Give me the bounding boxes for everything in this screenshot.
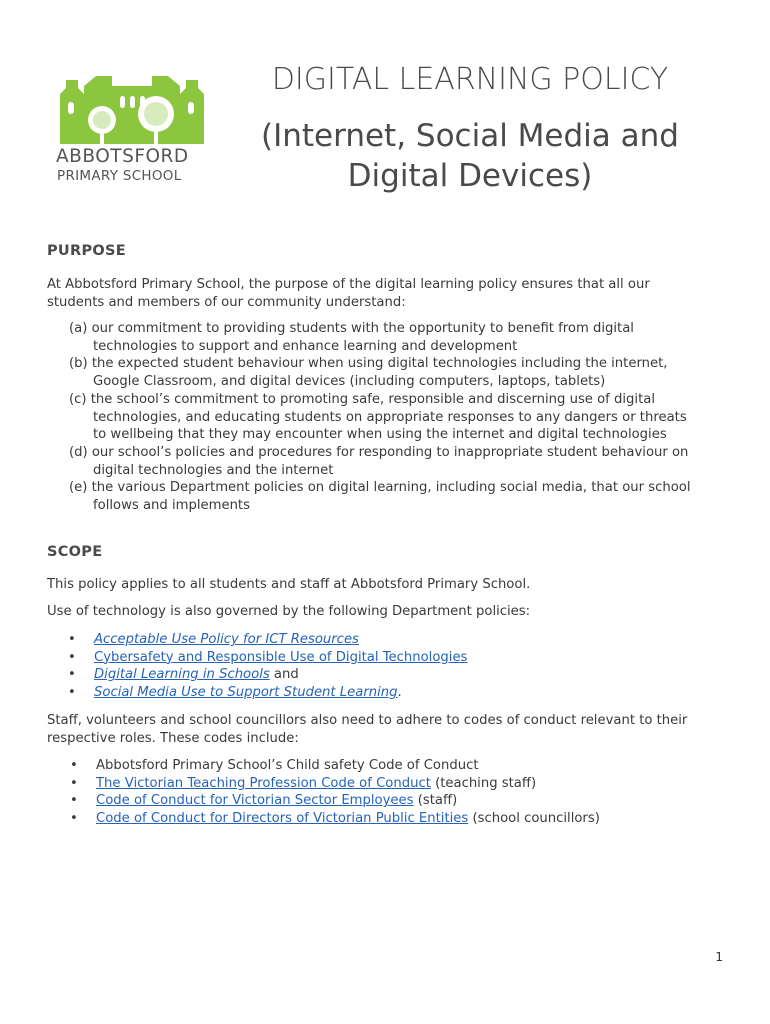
list-item-text: technologies to support and enhance learning and development [93, 338, 518, 354]
purpose-heading: PURPOSE [47, 243, 126, 259]
school-logo [56, 74, 208, 186]
list-item [69, 355, 729, 390]
list-item-text: (d) our school’s policies and procedures for responding to inappropriate student behaviour on [69, 444, 689, 460]
list-item-text: digital technologies and the internet [93, 462, 334, 478]
list-item-text: (e) the various Department policies on digital learning, including social media, that our school [69, 480, 691, 496]
scope-heading: SCOPE [47, 544, 103, 560]
list-item-suffix: and [269, 667, 299, 683]
list-item-text: Google Classroom, and digital devices (including computers, laptops, tablets) [93, 374, 606, 390]
document-subtitle [236, 116, 704, 196]
list-item [69, 320, 729, 355]
list-item [69, 444, 729, 479]
purpose-intro-line-1: At Abbotsford Primary School, the purpose of the digital learning policy ensures that all our [47, 277, 650, 292]
bullet-icon: • [70, 793, 78, 809]
list-item [70, 757, 730, 775]
list-item [68, 666, 728, 684]
logo-school-type: PRIMARY SCHOOL [57, 168, 182, 184]
purpose-list [69, 320, 729, 515]
list-item [70, 792, 730, 810]
list-item-suffix: (teaching staff) [430, 775, 537, 791]
code-link-teaching-profession[interactable]: The Victorian Teaching Profession Code of Conduct [96, 775, 431, 791]
list-item-text: (b) the expected student behaviour when using digital technologies including the internet, [69, 356, 668, 372]
purpose-intro-line-2: students and members of our community understand: [47, 295, 406, 310]
logo-school-name: ABBOTSFORD [56, 146, 189, 167]
list-item [70, 775, 730, 793]
list-item-text: Abbotsford Primary School’s Child safety Code of Conduct [96, 758, 479, 773]
scope-paragraph-3 [47, 712, 727, 748]
department-policies-list [68, 631, 728, 702]
policy-link-acceptable-use[interactable]: Acceptable Use Policy for ICT Resources [94, 632, 359, 647]
list-item-text: follows and implements [93, 498, 250, 514]
bullet-icon: • [68, 632, 76, 647]
code-link-sector-employees[interactable]: Code of Conduct for Victorian Sector Employees [96, 793, 414, 809]
list-item-text: (c) the school’s commitment to promoting safe, responsible and discerning use of digital [69, 391, 656, 407]
list-item [69, 479, 729, 514]
policy-link-social-media[interactable]: Social Media Use to Support Student Learning [94, 685, 398, 701]
code-link-public-entities[interactable]: Code of Conduct for Directors of Victorian Public Entities [96, 811, 469, 827]
bullet-icon: • [68, 685, 76, 701]
bullet-icon: • [70, 758, 78, 773]
list-item [70, 810, 730, 828]
list-item [69, 391, 729, 444]
codes-of-conduct-list [70, 757, 730, 828]
scope-paragraph-1: This policy applies to all students and staff at Abbotsford Primary School. [47, 577, 531, 592]
list-item-suffix: . [397, 685, 402, 701]
subtitle-line-2: Digital Devices) [347, 158, 593, 194]
scope-paragraph-3-line-1: Staff, volunteers and school councillors also need to adhere to codes of conduct relevant to their [47, 713, 688, 728]
policy-link-cybersafety[interactable]: Cybersafety and Responsible Use of Digital Technologies [94, 649, 468, 665]
school-building-icon [56, 74, 206, 144]
subtitle-line-1: (Internet, Social Media and [261, 118, 679, 154]
list-item [68, 649, 728, 667]
list-item-text: (a) our commitment to providing students with the opportunity to benefit from digital [69, 321, 634, 336]
list-item-text: technologies, and educating students on appropriate responses to any dangers or threats [93, 409, 687, 425]
list-item-suffix: (staff) [413, 793, 458, 809]
purpose-intro [47, 276, 727, 312]
page-number: 1 [715, 950, 723, 964]
scope-paragraph-2: Use of technology is also governed by the following Department policies: [47, 604, 531, 619]
bullet-icon: • [68, 667, 76, 683]
scope-paragraph-3-line-2: respective roles. These codes include: [47, 731, 299, 746]
bullet-icon: • [68, 649, 76, 665]
list-item [68, 684, 728, 702]
list-item-text: to wellbeing that they may encounter when using the internet and digital technologies [93, 427, 667, 443]
bullet-icon: • [70, 811, 78, 827]
document-title: DIGITAL LEARNING POLICY [271, 62, 669, 97]
list-item [68, 631, 728, 649]
policy-link-digital-learning[interactable]: Digital Learning in Schools [94, 667, 270, 683]
bullet-icon: • [70, 775, 78, 791]
list-item-suffix: (school councillors) [468, 811, 600, 827]
